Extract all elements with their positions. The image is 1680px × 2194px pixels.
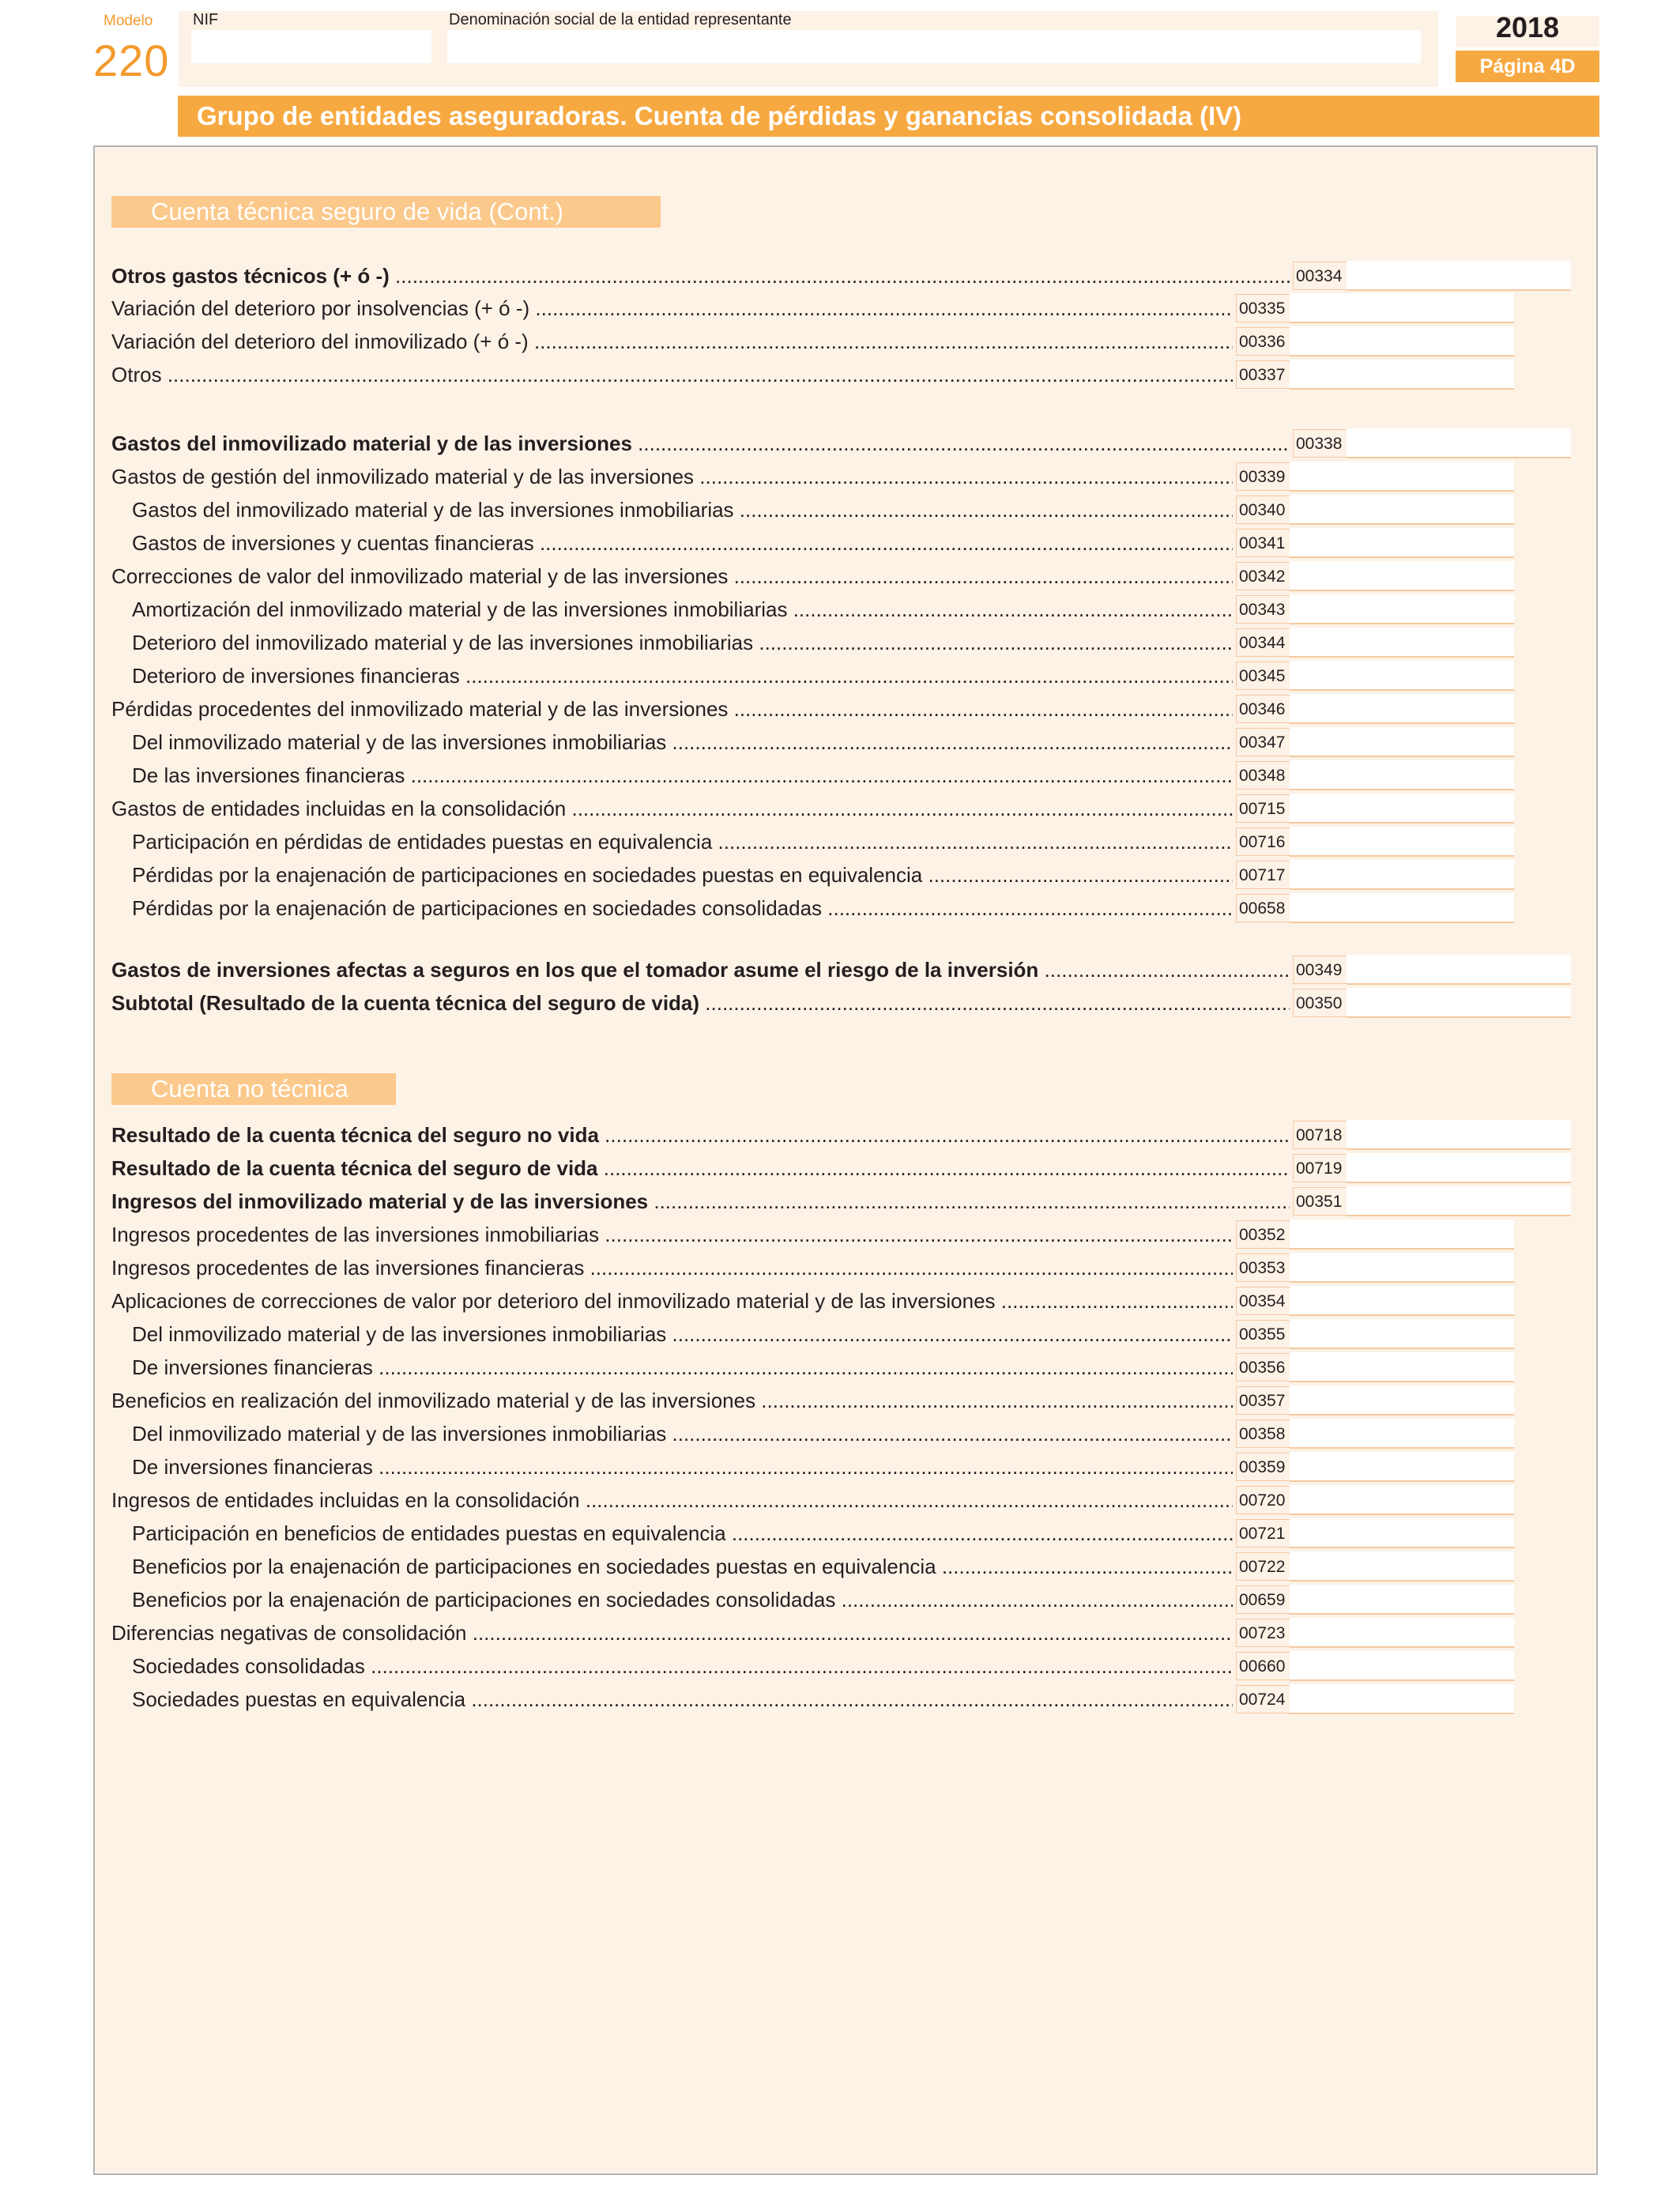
row-label: Pérdidas por la enajenación de participaciones en sociedades puestas en equivalencia: [132, 863, 923, 887]
row-label-line: [111, 1254, 1233, 1281]
section-header-no-tecnica: Cuenta no técnica: [111, 1073, 396, 1105]
box-code: 00716: [1236, 827, 1290, 856]
row-label-line: [111, 262, 1290, 289]
amount-input[interactable]: [1290, 594, 1514, 624]
box-code: 00351: [1293, 1187, 1347, 1216]
form-row: [111, 990, 1290, 1016]
row-label: De las inversiones financieras: [132, 763, 405, 787]
box-code: 00336: [1236, 327, 1290, 356]
form-row: [111, 1653, 1233, 1679]
box-code: 00338: [1293, 429, 1347, 458]
amount-input[interactable]: [1290, 495, 1514, 525]
form-row: [111, 262, 1290, 289]
form-row: [111, 563, 1233, 590]
row-label-line: [111, 596, 1233, 623]
box-code: 00335: [1236, 294, 1290, 322]
amount-input[interactable]: [1290, 462, 1514, 492]
amount-input[interactable]: [1347, 1153, 1571, 1183]
form-row: [111, 762, 1233, 789]
amount-input[interactable]: [1347, 988, 1571, 1018]
box-code: 00348: [1236, 761, 1290, 790]
form-row: [111, 662, 1233, 689]
form-row: [111, 596, 1233, 623]
nif-label: NIF: [193, 11, 219, 28]
row-label: Deterioro del inmovilizado material y de las inversiones inmobiliarias: [132, 631, 754, 654]
row-label: Amortización del inmovilizado material y de las inversiones inmobiliarias: [132, 598, 788, 621]
box-code: 00721: [1236, 1519, 1290, 1547]
box-code: 00354: [1236, 1287, 1290, 1315]
row-label: Resultado de la cuenta técnica del seguro de vida: [111, 1156, 598, 1180]
amount-input[interactable]: [1290, 661, 1514, 691]
amount-input[interactable]: [1347, 955, 1571, 985]
amount-input[interactable]: [1290, 727, 1514, 757]
form-row: [111, 1453, 1233, 1480]
row-label: Correcciones de valor del inmovilizado material y de las inversiones: [111, 564, 729, 588]
form-row: [111, 496, 1233, 523]
row-label-line: [111, 1619, 1233, 1646]
row-label-line: [111, 795, 1233, 822]
amount-input[interactable]: [1290, 893, 1514, 923]
box-code: 00359: [1236, 1453, 1290, 1481]
form-row: [111, 1287, 1233, 1314]
row-label-line: [111, 696, 1233, 722]
form-row: [111, 895, 1233, 922]
form-row: [111, 828, 1233, 855]
box-code: 00339: [1236, 462, 1290, 491]
row-label: Beneficios en realización del inmovilizado material y de las inversiones: [111, 1389, 756, 1412]
box-code: 00659: [1236, 1585, 1290, 1614]
form-row: [111, 1188, 1290, 1215]
row-label-line: [111, 629, 1233, 656]
form-row: [111, 530, 1233, 556]
amount-input[interactable]: [1290, 1485, 1514, 1515]
amount-input[interactable]: [1290, 1385, 1514, 1416]
form-row: [111, 463, 1233, 490]
form-row: [111, 1354, 1233, 1381]
amount-input[interactable]: [1290, 860, 1514, 890]
box-code: 00356: [1236, 1353, 1290, 1382]
amount-input[interactable]: [1290, 1352, 1514, 1382]
row-label-line: [111, 496, 1233, 523]
amount-input[interactable]: [1290, 694, 1514, 724]
box-code: 00337: [1236, 360, 1290, 389]
form-row: [111, 1321, 1233, 1348]
row-label-line: [111, 729, 1233, 756]
box-code: 00343: [1236, 595, 1290, 624]
amount-input[interactable]: [1290, 794, 1514, 824]
row-label-line: [111, 1321, 1233, 1348]
box-code: 00346: [1236, 695, 1290, 723]
amount-input[interactable]: [1290, 1585, 1514, 1615]
row-label-line: [111, 1420, 1233, 1447]
row-label: Del inmovilizado material y de las inversiones inmobiliarias: [132, 1422, 667, 1446]
form-row: [111, 1387, 1233, 1414]
row-label-line: [111, 1686, 1233, 1713]
box-code: 00658: [1236, 894, 1290, 922]
form-row: [111, 795, 1233, 822]
row-label: Pérdidas procedentes del inmovilizado material y de las inversiones: [111, 697, 729, 721]
box-code: 00334: [1293, 262, 1347, 290]
form-row: [111, 1487, 1233, 1514]
page-number-badge: Página 4D: [1456, 51, 1599, 82]
row-label: Otros gastos técnicos (+ ó -): [111, 264, 390, 288]
amount-input[interactable]: [1290, 1618, 1514, 1648]
row-label: Gastos del inmovilizado material y de las inversiones inmobiliarias: [132, 498, 734, 522]
row-label: Subtotal (Resultado de la cuenta técnica del seguro de vida): [111, 991, 700, 1015]
box-code: 00715: [1236, 794, 1290, 823]
row-label-line: [111, 861, 1233, 888]
box-code: 00722: [1236, 1552, 1290, 1581]
row-label: Diferencias negativas de consolidación: [111, 1621, 467, 1645]
row-label: Gastos de gestión del inmovilizado material y de las inversiones: [111, 465, 695, 488]
row-label: Ingresos procedentes de las inversiones inmobiliarias: [111, 1223, 600, 1246]
row-label: Resultado de la cuenta técnica del seguro no vida: [111, 1123, 599, 1147]
box-code: 00347: [1236, 728, 1290, 756]
row-label-line: [111, 956, 1290, 983]
row-label-line: [111, 1453, 1233, 1480]
row-label-line: [111, 828, 1233, 855]
row-label: Deterioro de inversiones financieras: [132, 664, 460, 688]
row-label: Ingresos del inmovilizado material y de las inversiones: [111, 1189, 649, 1213]
row-label-line: [111, 1520, 1233, 1547]
form-row: [111, 861, 1233, 888]
amount-input[interactable]: [1290, 1253, 1514, 1283]
amount-input[interactable]: [1290, 1684, 1514, 1714]
form-row: [111, 328, 1233, 355]
amount-input[interactable]: [1290, 1286, 1514, 1316]
row-label-line: [111, 1387, 1233, 1414]
form-row: [111, 1520, 1233, 1547]
row-label-line: [111, 662, 1233, 689]
row-label-line: [111, 990, 1290, 1016]
row-label-line: [111, 328, 1233, 355]
nif-input[interactable]: [191, 30, 431, 63]
box-code: 00720: [1236, 1486, 1290, 1514]
year: 2018: [1495, 11, 1560, 43]
amount-input[interactable]: [1290, 1220, 1514, 1250]
row-label-line: [111, 1586, 1233, 1613]
box-code: 00345: [1236, 662, 1290, 690]
row-label-line: [111, 1287, 1233, 1314]
form-row: [111, 1420, 1233, 1447]
box-code: 00355: [1236, 1320, 1290, 1348]
amount-input[interactable]: [1290, 760, 1514, 790]
row-label-line: [111, 895, 1233, 922]
row-label: Del inmovilizado material y de las inversiones inmobiliarias: [132, 730, 667, 754]
box-code: 00350: [1293, 989, 1347, 1017]
row-label: Variación del deterioro del inmovilizado (+ ó -): [111, 330, 529, 353]
amount-input[interactable]: [1290, 1551, 1514, 1581]
row-label: Aplicaciones de correcciones de valor por deterioro del inmovilizado material y de las inversiones: [111, 1289, 996, 1313]
amount-input[interactable]: [1290, 528, 1514, 558]
amount-input[interactable]: [1290, 561, 1514, 591]
modelo-label: Modelo: [104, 13, 153, 29]
row-label: De inversiones financieras: [132, 1355, 373, 1379]
row-label: Otros: [111, 363, 162, 386]
denominacion-input[interactable]: [447, 30, 1421, 63]
row-label-line: [111, 762, 1233, 789]
form-row: [111, 1155, 1290, 1182]
row-label-line: [111, 1188, 1290, 1215]
amount-input[interactable]: [1290, 360, 1514, 390]
amount-input[interactable]: [1290, 827, 1514, 857]
row-label: Beneficios por la enajenación de participaciones en sociedades puestas en equivalencia: [132, 1555, 936, 1578]
form-row: [111, 1221, 1233, 1248]
form-row: [111, 1122, 1290, 1148]
row-label-line: [111, 1354, 1233, 1381]
row-label-line: [111, 1487, 1233, 1514]
row-label: Pérdidas por la enajenación de participaciones en sociedades consolidadas: [132, 896, 823, 920]
row-label-line: [111, 463, 1233, 490]
amount-input[interactable]: [1290, 1419, 1514, 1449]
amount-input[interactable]: [1290, 1452, 1514, 1482]
row-label: Gastos de entidades incluidas en la consolidación: [111, 797, 567, 820]
form-row: [111, 1619, 1233, 1646]
amount-input[interactable]: [1290, 293, 1514, 323]
section-header-vida: Cuenta técnica seguro de vida (Cont.): [111, 196, 661, 228]
form-row: [111, 696, 1233, 722]
row-label-line: [111, 1122, 1290, 1148]
row-label-line: [111, 563, 1233, 590]
amount-input[interactable]: [1347, 1120, 1571, 1150]
amount-input[interactable]: [1347, 261, 1571, 291]
form-row: [111, 1553, 1233, 1580]
box-code: 00352: [1236, 1220, 1290, 1249]
row-label: Beneficios por la enajenación de participaciones en sociedades consolidadas: [132, 1588, 836, 1612]
box-code: 00341: [1236, 529, 1290, 557]
row-label: Participación en pérdidas de entidades puestas en equivalencia: [132, 830, 713, 854]
row-label: De inversiones financieras: [132, 1455, 373, 1479]
row-label: Sociedades puestas en equivalencia: [132, 1687, 466, 1711]
row-label-line: [111, 1155, 1290, 1182]
amount-input[interactable]: [1347, 428, 1571, 458]
row-label: Gastos del inmovilizado material y de las inversiones: [111, 432, 632, 455]
box-code: 00660: [1236, 1652, 1290, 1680]
form-row: [111, 956, 1290, 983]
amount-input[interactable]: [1347, 1186, 1571, 1216]
form-row: [111, 1254, 1233, 1281]
row-label-line: [111, 430, 1290, 457]
box-code: 00344: [1236, 628, 1290, 657]
amount-input[interactable]: [1290, 326, 1514, 356]
box-code: 00723: [1236, 1619, 1290, 1647]
amount-input[interactable]: [1290, 628, 1514, 658]
form-row: [111, 629, 1233, 656]
amount-input[interactable]: [1290, 1319, 1514, 1349]
row-label-line: [111, 530, 1233, 556]
form-row: [111, 361, 1233, 388]
amount-input[interactable]: [1290, 1518, 1514, 1548]
box-code: 00349: [1293, 956, 1347, 984]
box-code: 00719: [1293, 1154, 1347, 1182]
row-label: Del inmovilizado material y de las inversiones inmobiliarias: [132, 1322, 667, 1346]
row-label: Gastos de inversiones y cuentas financieras: [132, 531, 534, 555]
row-label: Participación en beneficios de entidades puestas en equivalencia: [132, 1521, 726, 1545]
row-label-line: [111, 1553, 1233, 1580]
box-code: 00717: [1236, 861, 1290, 889]
row-label-line: [111, 295, 1233, 322]
row-label-line: [111, 1653, 1233, 1679]
row-label: Sociedades consolidadas: [132, 1654, 365, 1678]
box-code: 00342: [1236, 562, 1290, 590]
form-row: [111, 430, 1290, 457]
box-code: 00718: [1293, 1121, 1347, 1149]
form-row: [111, 729, 1233, 756]
form-row: [111, 1586, 1233, 1613]
form-row: [111, 1686, 1233, 1713]
row-label-line: [111, 1221, 1233, 1248]
row-label: Ingresos procedentes de las inversiones financieras: [111, 1256, 585, 1280]
page-title: Grupo de entidades aseguradoras. Cuenta de pérdidas y ganancias consolidada (IV): [178, 96, 1599, 137]
box-code: 00340: [1236, 496, 1290, 524]
box-code: 00358: [1236, 1419, 1290, 1448]
row-label-line: [111, 361, 1233, 388]
row-label: Gastos de inversiones afectas a seguros en los que el tomador asume el riesgo de la inversión: [111, 958, 1039, 982]
amount-input[interactable]: [1290, 1651, 1514, 1681]
box-code: 00353: [1236, 1253, 1290, 1282]
box-code: 00357: [1236, 1386, 1290, 1415]
row-label: Variación del deterioro por insolvencias (+ ó -): [111, 296, 530, 320]
box-code: 00724: [1236, 1685, 1290, 1713]
row-label: Ingresos de entidades incluidas en la consolidación: [111, 1488, 580, 1512]
denominacion-label: Denominación social de la entidad representante: [449, 11, 792, 28]
modelo-number: 220: [93, 36, 170, 85]
form-row: [111, 295, 1233, 322]
